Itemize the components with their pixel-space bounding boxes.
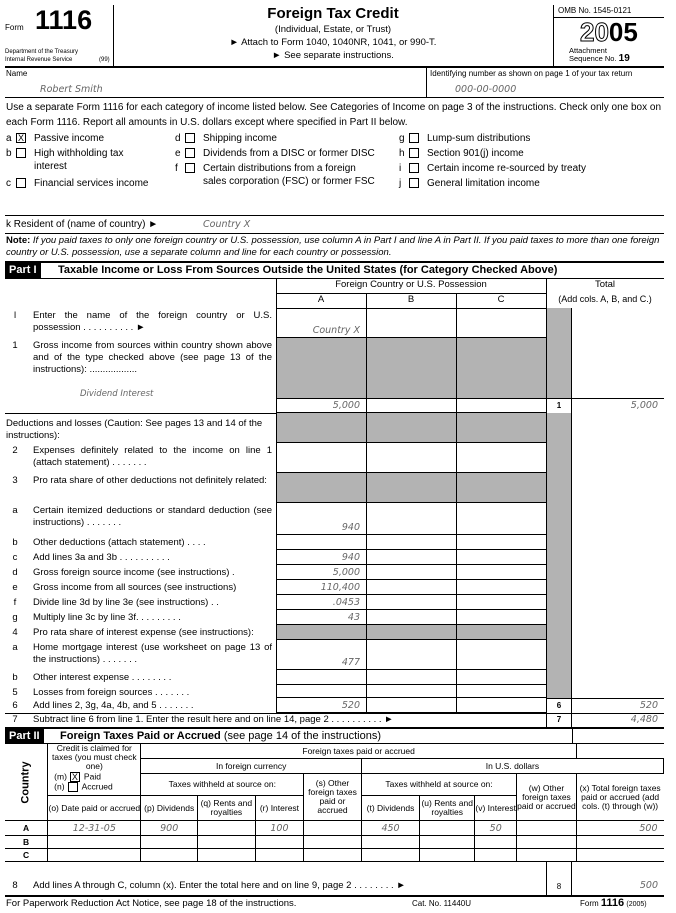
total-line-1[interactable]: 5,000 <box>572 398 664 413</box>
country-letter: C <box>5 849 48 862</box>
col-x-cell[interactable]: 500 <box>576 821 663 836</box>
col-q-cell[interactable] <box>197 821 255 836</box>
tax-year: 2005 <box>580 17 638 47</box>
line-6-col-a[interactable]: 520 <box>276 698 366 713</box>
col-t-cell[interactable] <box>361 836 419 849</box>
note-text: Note: If you paid taxes to only one foreign country or U.S. possession, use column A in Part I and line A in Part II. If you paid taxes to more than one foreign country or U.S. possession, use a separate column and line for each country or possession. <box>6 235 660 258</box>
line-1-col-b[interactable] <box>366 338 456 413</box>
line-5-col-b[interactable] <box>366 685 456 698</box>
total-line-6[interactable]: 520 <box>572 698 664 713</box>
line-d-col-b[interactable] <box>366 565 456 580</box>
col-o-cell[interactable] <box>48 836 141 849</box>
category-option-e[interactable] <box>175 147 395 160</box>
country-row-A <box>5 821 664 836</box>
category-option-h[interactable] <box>399 147 619 160</box>
col-v-header: (v) Interest <box>475 796 517 821</box>
category-label: Financial services income <box>34 178 149 189</box>
line-5-col-c[interactable] <box>456 685 546 698</box>
col-s-cell[interactable] <box>304 836 362 849</box>
line-7-number: 7 <box>546 713 572 727</box>
category-label: Certain income re-sourced by treaty <box>427 163 586 174</box>
col-t-header: (t) Dividends <box>361 796 419 821</box>
category-checkbox[interactable] <box>409 163 419 173</box>
col-x-cell[interactable] <box>576 849 663 862</box>
line-deductions-col-c <box>456 413 546 443</box>
category-letter: e <box>175 148 181 159</box>
col-o-header: (o) Date paid or accrued <box>48 796 141 821</box>
line-a-col-b[interactable] <box>366 640 456 670</box>
col-p-cell[interactable] <box>141 836 197 849</box>
paid-checkbox[interactable]: X <box>71 772 78 782</box>
line-4-col-a <box>276 625 366 640</box>
line-a-col-a[interactable]: 477 <box>276 640 366 670</box>
line-d-col-c[interactable] <box>456 565 546 580</box>
col-w-cell[interactable] <box>517 836 577 849</box>
col-s-header: (s) Other foreign taxes paid or accrued <box>304 774 362 821</box>
line-deductions-col-b <box>366 413 456 443</box>
footer-cat-no: Cat. No. 11440U <box>412 899 471 908</box>
id-number-field[interactable]: 000-00-0000 <box>455 84 517 95</box>
category-letter: j <box>399 178 402 189</box>
col-s-cell[interactable] <box>304 849 362 862</box>
col-u-cell[interactable] <box>420 821 475 836</box>
col-q-cell[interactable] <box>197 849 255 862</box>
line-b-col-b[interactable] <box>366 670 456 685</box>
col-b-header: B <box>407 294 415 305</box>
line-b-col-a[interactable] <box>276 670 366 685</box>
footer-form: Form 1116 (2005) <box>580 897 647 909</box>
total-line-number-6: 6 <box>546 698 572 713</box>
attach-note: ► Attach to Form 1040, 1040NR, 1041, or 990-T. <box>229 37 437 48</box>
category-checkbox[interactable] <box>16 178 26 188</box>
credit-claimed-cell: Credit is claimed for taxes (you must check one) (m) X Paid (n) Accrued <box>48 744 141 796</box>
col-w-header: (w) Other foreign taxes paid or accrued <box>517 774 577 821</box>
category-option-g[interactable] <box>399 132 619 145</box>
col-s-cell[interactable] <box>304 821 362 836</box>
line-l-col-a[interactable]: Country X <box>276 308 366 338</box>
line-2-col-a[interactable] <box>276 443 366 473</box>
col-v-cell[interactable]: 50 <box>475 821 517 836</box>
category-letter: d <box>175 133 181 144</box>
part2-title: Foreign Taxes Paid or Accrued (see page 14 of the instructions) <box>60 730 381 742</box>
col-v-cell[interactable] <box>475 836 517 849</box>
col-u-cell[interactable] <box>420 849 475 862</box>
dept-label: Department of the Treasury <box>5 49 79 55</box>
category-checkbox[interactable] <box>185 163 195 173</box>
form-subtitle: (Individual, Estate, or Trust) <box>274 24 392 35</box>
category-label: General limitation income <box>427 178 540 189</box>
line-5-col-a[interactable] <box>276 685 366 698</box>
attachment-sequence: Attachment Sequence No. 19 <box>569 46 630 64</box>
line-g-col-c[interactable] <box>456 610 546 625</box>
col-x-header: (x) Total foreign taxes paid or accrued (add cols. (t) through (w)) <box>576 774 663 821</box>
withheld-header-foreign: Taxes withheld at source on: <box>141 774 304 796</box>
category-checkbox[interactable] <box>409 133 419 143</box>
total-shaded-strip <box>546 308 572 698</box>
line-b-col-c[interactable] <box>456 670 546 685</box>
part1-title: Taxable Income or Loss From Sources Outside the United States (for Category Checked Above) <box>58 264 558 276</box>
category-checkbox[interactable] <box>409 148 419 158</box>
part2-tag: Part II <box>5 729 44 744</box>
line-e-col-a[interactable]: 110,400 <box>276 580 366 595</box>
category-checkbox[interactable] <box>409 178 419 188</box>
id-label: Identifying number as shown on page 1 of your tax return <box>430 69 633 78</box>
country-row-B <box>5 836 664 849</box>
line-6-col-b[interactable] <box>366 698 456 713</box>
category-option-f[interactable] <box>175 162 375 188</box>
col-w-cell[interactable] <box>517 821 577 836</box>
us-dollars-header: In U.S. dollars <box>361 759 663 774</box>
omb-number: OMB No. 1545-0121 <box>558 6 632 15</box>
line-b-col-a[interactable] <box>276 535 366 550</box>
category-option-c[interactable] <box>6 177 166 190</box>
foreign-taxes-header: Foreign taxes paid or accrued <box>141 744 576 759</box>
line-3-col-b <box>366 473 456 503</box>
line-e-col-c[interactable] <box>456 580 546 595</box>
line-8-total[interactable]: 500 <box>639 880 658 891</box>
col-u-header: (u) Rents and royalties <box>420 796 475 821</box>
category-label: Dividends from a DISC or former DISC <box>203 148 375 159</box>
col-u-cell[interactable] <box>420 836 475 849</box>
form-label: Form <box>5 23 24 32</box>
line-8-number: 8 <box>546 862 572 895</box>
withheld-header-us: Taxes withheld at source on: <box>361 774 516 796</box>
line-2-col-c[interactable] <box>456 443 546 473</box>
line-g-col-a[interactable]: 43 <box>276 610 366 625</box>
line-a-col-c[interactable] <box>456 640 546 670</box>
col-p-cell[interactable] <box>141 849 197 862</box>
line-f-col-b[interactable] <box>366 595 456 610</box>
line-g-col-b[interactable] <box>366 610 456 625</box>
country-row-C <box>5 849 664 862</box>
category-label: Certain distributions from a foreign sales corporation (FSC) or former FSC <box>203 163 375 187</box>
col-q-cell[interactable] <box>197 836 255 849</box>
col-p-header: (p) Dividends <box>141 796 197 821</box>
total-header: Total <box>594 279 616 290</box>
line-4-col-b <box>366 625 456 640</box>
category-label: Lump-sum distributions <box>427 133 531 144</box>
col-r-header: (r) Interest <box>255 796 303 821</box>
line-l-col-c[interactable] <box>456 308 546 338</box>
col-r-cell[interactable] <box>255 836 303 849</box>
irs-label: Internal Revenue Service <box>5 57 73 63</box>
category-checkbox[interactable] <box>185 148 195 158</box>
line-b-col-c[interactable] <box>456 535 546 550</box>
resident-field[interactable]: Country X <box>203 219 251 230</box>
category-letter: i <box>399 163 402 174</box>
income-type-field[interactable]: Dividend Interest <box>80 389 154 399</box>
col-p-cell[interactable]: 900 <box>141 821 197 836</box>
category-label: High withholding tax interest <box>34 148 124 172</box>
col-t-cell[interactable] <box>361 849 419 862</box>
line-7-total[interactable]: 4,480 <box>630 714 658 725</box>
col-t-cell[interactable]: 450 <box>361 821 419 836</box>
category-letter: g <box>399 133 405 144</box>
category-letter: b <box>6 148 12 159</box>
category-letter: h <box>399 148 405 159</box>
col-r-cell[interactable] <box>255 849 303 862</box>
country-letter: A <box>5 821 48 836</box>
form-title: Foreign Tax Credit <box>267 5 399 22</box>
col-o-cell[interactable]: 12-31-05 <box>48 821 141 836</box>
line-1-col-a[interactable]: 5,000 <box>276 338 366 413</box>
irs-code: (99) <box>99 57 110 63</box>
line-f-col-c[interactable] <box>456 595 546 610</box>
intro-text: Use a separate Form 1116 for each category of income listed below. See Categories of Income on page 3 of the instructions. Check only one box on each Form 1116. Report all amounts in U.S. dollars except where specified in Part II below. <box>6 102 662 128</box>
category-option-b[interactable] <box>6 147 136 173</box>
category-letter: c <box>6 178 11 189</box>
line-2-col-b[interactable] <box>366 443 456 473</box>
category-letter: f <box>175 163 178 174</box>
line-3-col-a <box>276 473 366 503</box>
part1-tag: Part I <box>5 263 41 278</box>
category-option-d[interactable] <box>175 132 395 145</box>
line-deductions-col-a <box>276 413 366 443</box>
line-l-col-b[interactable] <box>366 308 456 338</box>
col-a-header: A <box>317 294 325 305</box>
col-x-cell[interactable] <box>576 836 663 849</box>
country-letter: B <box>5 836 48 849</box>
category-option-a[interactable] <box>6 132 136 145</box>
name-field[interactable]: Robert Smith <box>40 84 103 95</box>
total-subheader: (Add cols. A, B, and C.) <box>558 294 652 304</box>
category-checkbox[interactable]: X <box>17 133 24 143</box>
resident-label: k Resident of (name of country) ► <box>6 219 159 230</box>
category-label: Section 901(j) income <box>427 148 524 159</box>
line-c-col-b[interactable] <box>366 550 456 565</box>
col-c-header: C <box>497 294 505 305</box>
category-label: Passive income <box>34 133 105 144</box>
foreign-currency-header: In foreign currency <box>141 759 361 774</box>
line-a-col-a[interactable]: 940 <box>276 503 366 535</box>
total-line-number-1: 1 <box>546 398 572 413</box>
line-1-col-c[interactable] <box>456 338 546 413</box>
line-c-col-c[interactable] <box>456 550 546 565</box>
name-label: Name <box>6 69 28 78</box>
line-d-col-a[interactable]: 5,000 <box>276 565 366 580</box>
form-title-block <box>113 5 553 62</box>
category-option-j[interactable] <box>399 177 629 190</box>
line-4-col-c <box>456 625 546 640</box>
category-label: Shipping income <box>203 133 277 144</box>
category-option-i[interactable] <box>399 162 629 175</box>
line-3-col-c <box>456 473 546 503</box>
col-v-cell[interactable] <box>475 849 517 862</box>
col-r-cell[interactable]: 100 <box>255 821 303 836</box>
footer-paperwork: For Paperwork Reduction Act Notice, see page 18 of the instructions. <box>6 898 297 909</box>
col-w-cell[interactable] <box>517 849 577 862</box>
accrued-checkbox[interactable] <box>68 782 78 792</box>
form-number-block <box>5 5 113 67</box>
line-c-col-a[interactable]: 940 <box>276 550 366 565</box>
category-checkbox[interactable] <box>16 148 26 158</box>
line-e-col-b[interactable] <box>366 580 456 595</box>
form-number: 1116 <box>35 5 93 35</box>
col-o-cell[interactable] <box>48 849 141 862</box>
category-checkbox[interactable] <box>185 133 195 143</box>
line-6-col-c[interactable] <box>456 698 546 713</box>
col-q-header: (q) Rents and royalties <box>197 796 255 821</box>
col-group-header: Foreign Country or U.S. Possession <box>335 279 487 290</box>
instructions-note: ► See separate instructions. <box>272 50 394 61</box>
line-f-col-a[interactable]: .0453 <box>276 595 366 610</box>
country-header: Country <box>19 760 32 804</box>
foreign-taxes-table <box>5 743 664 862</box>
line-a-col-c[interactable] <box>456 503 546 535</box>
line-b-col-b[interactable] <box>366 535 456 550</box>
category-letter: a <box>6 133 12 144</box>
line-a-col-b[interactable] <box>366 503 456 535</box>
